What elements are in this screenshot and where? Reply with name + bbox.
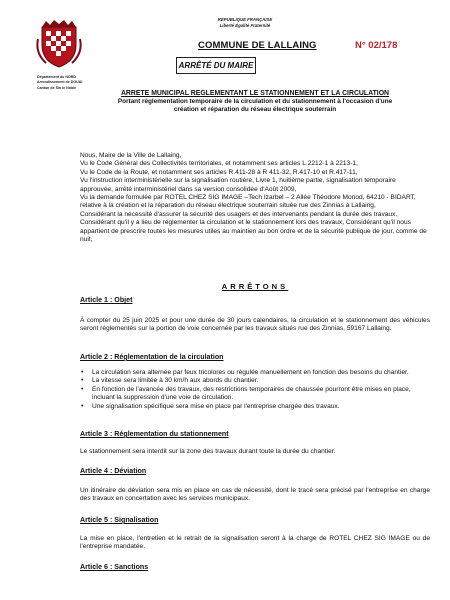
article-1-paragraph: À compter du 25 juin 2025 et pour une durée de 30 jours calendaires, la circulation et le stationnement des véhicules seront réglementés sur la portion de voie concernée par les travaux situés rue des Zinnias, 59167 Lallaing. <box>80 317 430 333</box>
article-3-text <box>80 448 430 456</box>
preamble-line: Vu l'instruction interministérielle sur la signalisation routière, Livre 1, huitième partie, signalisation temporaire approuvée, arrêté interministériel dans sa version consolidée d'Août 2009, <box>80 177 396 193</box>
article-4-title: Article 4 : Déviation <box>80 467 147 475</box>
republic-block <box>200 17 290 28</box>
article-4-text <box>80 487 430 504</box>
arrete-number: N° 02/178 <box>355 40 398 51</box>
preamble-line: Considérant la nécessité d'assurer la sécurité des usagers et des intervenants pendant la durée des travaux, <box>80 210 398 218</box>
dept-line: Département du NORD <box>37 75 76 79</box>
article-6-title: Article 6 : Sanctions <box>80 563 149 571</box>
list-item: • Une signalisation spécifique sera mise en place par l'entreprise chargée des travaux. <box>80 403 430 411</box>
list-item: • La circulation sera alternée par feux tricolores ou régulée manuellement en fonction des besoins du chantier. <box>80 369 430 377</box>
arretons-heading: ARRÊTONS <box>221 282 289 291</box>
list-item: • En fonction de l'avancée des travaux, des restrictions temporaires de chaussée pourront être mises en place, incluant la suppression d'une voie de circulation. <box>80 386 430 403</box>
department-block <box>37 75 82 91</box>
article-1-title: Article 1 : Objet <box>80 296 133 304</box>
article-3-paragraph: Le stationnement sera interdit sur la zone des travaux durant toute la durée du chantier. <box>80 448 336 455</box>
article-2-list <box>80 369 430 411</box>
article-2-title: Article 2 : Réglementation de la circulation <box>80 353 224 361</box>
preamble-line: Nous, Maire de la Ville de Lallaing, <box>80 152 182 159</box>
document-title: ARRETE MUNICIPAL REGLEMENTANT LE STATIONNEMENT ET LA CIRCULATION <box>120 90 390 97</box>
subtitle-line: Portant réglementation temporaire de la circulation et du stationnement à l'occasion d'une <box>117 98 393 105</box>
article-1-text <box>80 317 430 334</box>
article-4-paragraph: Un itinéraire de déviation sera mis en place en cas de nécessité, dont le tracé sera précisé par l'entreprise en charge des travaux en concertation avec les services municipaux. <box>80 487 430 503</box>
preamble-line: Considérant qu'il y a lieu de réglementer la circulation et le stationnement lors des travaux, Considérant qu'il nous appartient de prescrire toutes les mesures utiles au maintien au bon ordre et de la sécurité publique de jour, comme de nuit, <box>80 219 427 244</box>
article-5-paragraph: La mise en place, l'entretien et le retrait de la signalisation seront à la charge de ROTEL CHEZ SIG IMAGE ou de l'entreprise mandatée. <box>80 535 430 551</box>
coat-of-arms-logo <box>36 19 82 69</box>
document-subtitle <box>80 98 430 114</box>
dept-line: Canton de Sin le Noble <box>37 85 77 90</box>
preamble-line: Vu le Code de la Route, et notamment ses articles R.411-28 à R 411-32, R.417-10 et R.417-11, <box>80 168 358 176</box>
preamble-line: Vu le Code Général des Collectivités territoriales, et notamment ses articles L.2212-1 à 2213-1, <box>80 160 358 168</box>
republic-motto: Liberté Égalité Fraternité <box>219 22 271 28</box>
article-5-title: Article 5 : Signalisation <box>80 516 159 524</box>
republic-line: RÉPUBLIQUE FRANÇAISE <box>217 17 273 22</box>
dept-line: Arrondissement de DOUAI <box>37 80 83 85</box>
article-3-title: Article 3 : Réglementation du stationnement <box>80 430 229 438</box>
arrete-type-box: ARRÊTÉ DU MAIRE <box>176 57 256 74</box>
commune-name: COMMUNE DE LALLAING <box>198 40 317 51</box>
list-item: • La vitesse sera limitée à 30 km/h aux abords du chantier. <box>80 377 430 385</box>
subtitle-line: création et réparation du réseau électrique souterrain <box>173 106 337 114</box>
article-5-text <box>80 535 430 552</box>
preamble <box>80 152 430 244</box>
preamble-line: Vu la demande formulée par ROTEL CHEZ SIG IMAGE –Tech Izarbel – 2 Allée Théodore Monod, 64210 - BIDART, relative à la création et la réparation du réseau électrique souterrain située rue des Zinnias à Lallaing, <box>80 194 416 210</box>
